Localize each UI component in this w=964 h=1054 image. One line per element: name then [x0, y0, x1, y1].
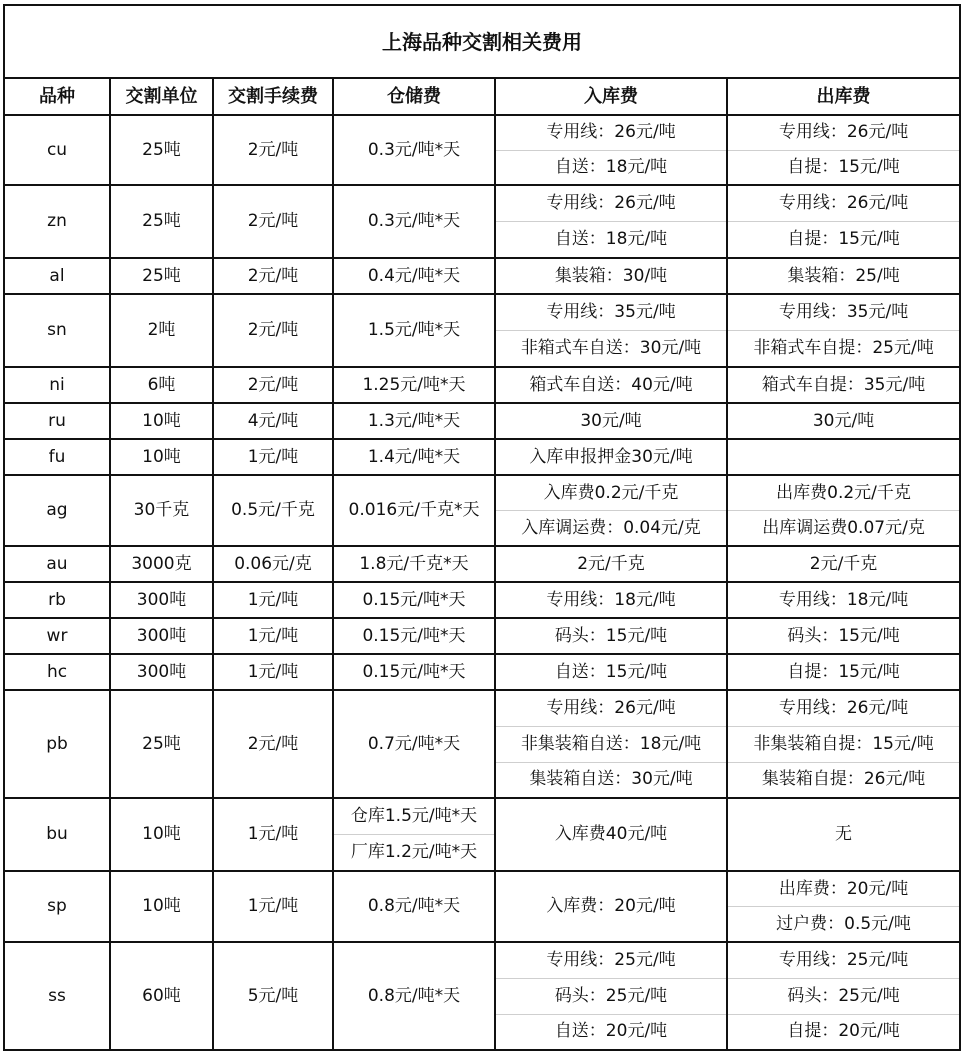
cell-delivery-unit: 2吨: [110, 294, 213, 367]
cell-storage-fee: 0.15元/吨*天: [333, 582, 495, 618]
table-row: [4, 115, 960, 150]
cell-variety: al: [4, 258, 110, 294]
cell-storage-fee: 0.15元/吨*天: [333, 654, 495, 690]
cell-outbound-fee: 自提：15元/吨: [727, 150, 960, 185]
cell-outbound-fee: 自提：15元/吨: [727, 654, 960, 690]
cell-outbound-fee: 自提：15元/吨: [727, 222, 960, 259]
header-outbound-fee: 出库费: [727, 78, 960, 115]
cell-outbound-fee: 2元/千克: [727, 546, 960, 582]
cell-outbound-fee: 非箱式车自提：25元/吨: [727, 331, 960, 368]
cell-delivery-fee: 1元/吨: [213, 798, 333, 871]
cell-outbound-fee: 专用线：35元/吨: [727, 294, 960, 331]
cell-storage-fee: 0.8元/吨*天: [333, 942, 495, 1050]
cell-storage-fee: 1.25元/吨*天: [333, 367, 495, 403]
cell-delivery-unit: 10吨: [110, 871, 213, 942]
cell-variety: au: [4, 546, 110, 582]
cell-variety: ru: [4, 403, 110, 439]
cell-delivery-unit: 25吨: [110, 690, 213, 798]
cell-variety: rb: [4, 582, 110, 618]
cell-variety: ss: [4, 942, 110, 1050]
cell-delivery-fee: 4元/吨: [213, 403, 333, 439]
header-inbound-fee: 入库费: [495, 78, 727, 115]
cell-outbound-fee: 箱式车自提：35元/吨: [727, 367, 960, 403]
cell-inbound-fee: 2元/千克: [495, 546, 727, 582]
cell-outbound-fee: 出库费0.2元/千克: [727, 475, 960, 511]
cell-inbound-fee: 箱式车自送：40元/吨: [495, 367, 727, 403]
cell-outbound-fee: 非集装箱自提：15元/吨: [727, 726, 960, 762]
cell-delivery-unit: 3000克: [110, 546, 213, 582]
cell-delivery-fee: 1元/吨: [213, 582, 333, 618]
table-row: [4, 871, 960, 907]
cell-inbound-fee: 入库费0.2元/千克: [495, 475, 727, 511]
table-row: [4, 367, 960, 403]
cell-delivery-fee: 1元/吨: [213, 439, 333, 475]
cell-variety: bu: [4, 798, 110, 871]
cell-inbound-fee: 入库申报押金30元/吨: [495, 439, 727, 475]
cell-variety: sn: [4, 294, 110, 367]
cell-inbound-fee: 自送：15元/吨: [495, 654, 727, 690]
cell-delivery-fee: 5元/吨: [213, 942, 333, 1050]
cell-variety: pb: [4, 690, 110, 798]
cell-inbound-fee: 自送：18元/吨: [495, 150, 727, 185]
cell-inbound-fee: 专用线：26元/吨: [495, 690, 727, 726]
cell-outbound-fee: 专用线：26元/吨: [727, 690, 960, 726]
cell-storage-fee: 1.4元/吨*天: [333, 439, 495, 475]
cell-variety: sp: [4, 871, 110, 942]
cell-variety: ag: [4, 475, 110, 546]
cell-outbound-fee: 集装箱自提：26元/吨: [727, 762, 960, 798]
cell-delivery-fee: 2元/吨: [213, 367, 333, 403]
cell-delivery-fee: 2元/吨: [213, 294, 333, 367]
cell-storage-fee: 0.4元/吨*天: [333, 258, 495, 294]
cell-variety: wr: [4, 618, 110, 654]
table-row: [4, 654, 960, 690]
cell-inbound-fee: 集装箱自送：30元/吨: [495, 762, 727, 798]
cell-inbound-fee: 非集装箱自送：18元/吨: [495, 726, 727, 762]
cell-inbound-fee: 码头：25元/吨: [495, 978, 727, 1014]
cell-delivery-fee: 2元/吨: [213, 690, 333, 798]
cell-outbound-fee: 过户费：0.5元/吨: [727, 907, 960, 943]
cell-outbound-fee: 专用线：26元/吨: [727, 115, 960, 150]
cell-storage-fee: 0.016元/千克*天: [333, 475, 495, 546]
cell-storage-fee: 1.8元/千克*天: [333, 546, 495, 582]
cell-inbound-fee: 专用线：26元/吨: [495, 115, 727, 150]
cell-outbound-fee: 专用线：26元/吨: [727, 185, 960, 222]
cell-outbound-fee: 码头：15元/吨: [727, 618, 960, 654]
table-row: [4, 582, 960, 618]
cell-delivery-fee: 0.06元/克: [213, 546, 333, 582]
cell-delivery-unit: 6吨: [110, 367, 213, 403]
table-row: [4, 546, 960, 582]
table-row: [4, 475, 960, 511]
cell-storage-fee: 仓库1.5元/吨*天: [333, 798, 495, 835]
header-delivery-unit: 交割单位: [110, 78, 213, 115]
cell-delivery-unit: 30千克: [110, 475, 213, 546]
cell-delivery-unit: 25吨: [110, 115, 213, 185]
table-body: [4, 115, 960, 1050]
table-row: [4, 294, 960, 331]
cell-delivery-unit: 25吨: [110, 258, 213, 294]
cell-delivery-unit: 300吨: [110, 582, 213, 618]
cell-delivery-unit: 10吨: [110, 403, 213, 439]
fee-table-wrapper: [3, 4, 959, 1051]
cell-inbound-fee: 入库费40元/吨: [495, 798, 727, 871]
cell-storage-fee: 0.3元/吨*天: [333, 115, 495, 185]
cell-delivery-fee: 2元/吨: [213, 115, 333, 185]
cell-delivery-fee: 2元/吨: [213, 185, 333, 258]
cell-delivery-unit: 300吨: [110, 654, 213, 690]
cell-delivery-fee: 1元/吨: [213, 871, 333, 942]
cell-delivery-unit: 300吨: [110, 618, 213, 654]
cell-outbound-fee: 30元/吨: [727, 403, 960, 439]
cell-variety: fu: [4, 439, 110, 475]
table-row: [4, 798, 960, 835]
cell-delivery-fee: 1元/吨: [213, 654, 333, 690]
cell-inbound-fee: 专用线：25元/吨: [495, 942, 727, 978]
header-variety: 品种: [4, 78, 110, 115]
header-delivery-fee: 交割手续费: [213, 78, 333, 115]
cell-outbound-fee: [727, 439, 960, 475]
cell-storage-fee: 0.8元/吨*天: [333, 871, 495, 942]
cell-inbound-fee: 专用线：26元/吨: [495, 185, 727, 222]
cell-delivery-fee: 0.5元/千克: [213, 475, 333, 546]
cell-outbound-fee: 无: [727, 798, 960, 871]
cell-variety: ni: [4, 367, 110, 403]
table-row: [4, 185, 960, 222]
cell-delivery-fee: 1元/吨: [213, 618, 333, 654]
header-row: [4, 78, 960, 115]
table-row: [4, 258, 960, 294]
cell-storage-fee: 1.3元/吨*天: [333, 403, 495, 439]
cell-outbound-fee: 码头：25元/吨: [727, 978, 960, 1014]
table-row: [4, 690, 960, 726]
cell-variety: hc: [4, 654, 110, 690]
cell-delivery-unit: 10吨: [110, 439, 213, 475]
cell-inbound-fee: 入库费：20元/吨: [495, 871, 727, 942]
table-title: 上海品种交割相关费用: [4, 5, 960, 78]
cell-inbound-fee: 30元/吨: [495, 403, 727, 439]
cell-outbound-fee: 出库调运费0.07元/克: [727, 511, 960, 547]
cell-delivery-fee: 2元/吨: [213, 258, 333, 294]
cell-outbound-fee: 自提：20元/吨: [727, 1014, 960, 1050]
cell-variety: zn: [4, 185, 110, 258]
cell-inbound-fee: 码头：15元/吨: [495, 618, 727, 654]
cell-storage-fee: 0.15元/吨*天: [333, 618, 495, 654]
cell-outbound-fee: 专用线：18元/吨: [727, 582, 960, 618]
cell-outbound-fee: 集装箱：25/吨: [727, 258, 960, 294]
cell-variety: cu: [4, 115, 110, 185]
table-row: [4, 618, 960, 654]
cell-inbound-fee: 入库调运费：0.04元/克: [495, 511, 727, 547]
cell-storage-fee: 0.3元/吨*天: [333, 185, 495, 258]
cell-delivery-unit: 25吨: [110, 185, 213, 258]
cell-inbound-fee: 自送：18元/吨: [495, 222, 727, 259]
cell-inbound-fee: 非箱式车自送：30元/吨: [495, 331, 727, 368]
cell-inbound-fee: 专用线：35元/吨: [495, 294, 727, 331]
cell-storage-fee: 厂库1.2元/吨*天: [333, 835, 495, 872]
table-row: [4, 439, 960, 475]
cell-inbound-fee: 集装箱：30/吨: [495, 258, 727, 294]
cell-outbound-fee: 出库费：20元/吨: [727, 871, 960, 907]
table-row: [4, 403, 960, 439]
cell-inbound-fee: 自送：20元/吨: [495, 1014, 727, 1050]
cell-delivery-unit: 60吨: [110, 942, 213, 1050]
cell-inbound-fee: 专用线：18元/吨: [495, 582, 727, 618]
cell-outbound-fee: 专用线：25元/吨: [727, 942, 960, 978]
fee-table: [3, 4, 961, 1051]
cell-storage-fee: 0.7元/吨*天: [333, 690, 495, 798]
table-row: [4, 942, 960, 978]
cell-delivery-unit: 10吨: [110, 798, 213, 871]
header-storage-fee: 仓储费: [333, 78, 495, 115]
cell-storage-fee: 1.5元/吨*天: [333, 294, 495, 367]
